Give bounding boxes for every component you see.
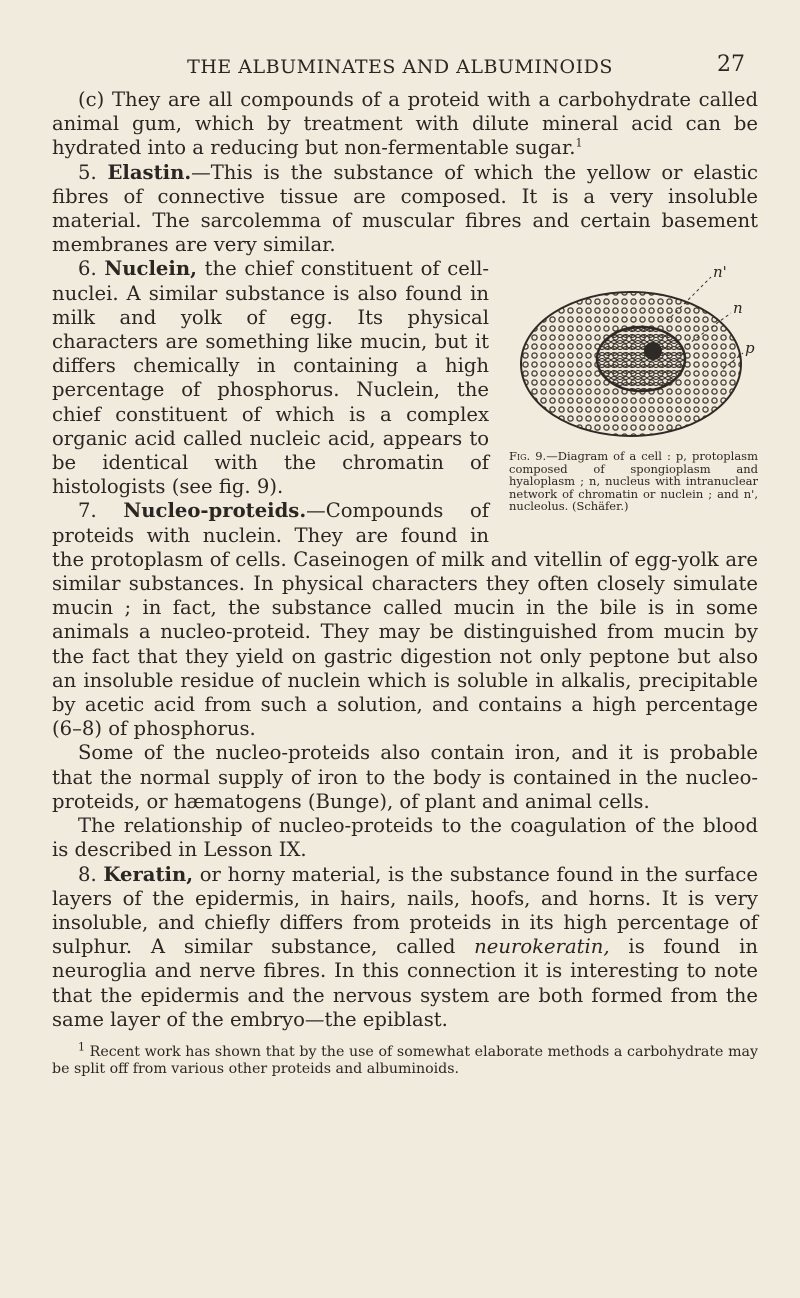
item-number: 6. (78, 257, 97, 281)
running-header (0, 52, 800, 82)
paragraph-keratin (52, 863, 758, 1032)
paragraph-text: is found in neuroglia and nerve fibres. In this connection it is interesting to note that the epidermis and the nervous system are both formed from the same layer of the embryo—the epiblast. (52, 935, 758, 1031)
nucleolus (644, 342, 662, 360)
term-nucleo-proteids: Nucleo-proteids. (123, 499, 307, 523)
footnote-text: Recent work has shown that by the use of somewhat elaborate methods a carbohydrate may be split off from various other proteids and albuminoids. (52, 1043, 758, 1077)
label-p: p (745, 339, 755, 358)
caption-text: —Diagram of a cell : p, protoplasm composed of spongioplasm and hyaloplasm ; n, nucleus with intranuclear network of chromatin or nuclein ; and n', nucleolus. (Schäfer.) (509, 449, 758, 514)
paragraph-text: the chief constituent of cell-nuclei. A similar substance is also found in milk and yolk of egg. Its physical characters are something like mucin, but it differs chemically in containing a high percentage of phosphorus. Nuclein, the chief constituent of which is a complex organic acid called nucleic acid, appears to be identical with the chromatin of histologists (see fig. 9). (52, 257, 490, 499)
cell-nucleus (597, 327, 685, 391)
term-neurokeratin: neurokeratin, (474, 935, 610, 959)
term-keratin: Keratin, (103, 862, 194, 886)
footnote (52, 1040, 758, 1078)
item-number: 5. (78, 160, 97, 184)
footnote-reference: 1 (575, 136, 583, 150)
paragraph-text: —Compounds of proteids with nuclein. They are found in the protoplasm of cells. Caseinogen of milk and vitellin of egg-yolk are similar substances. In physical characters they often closely simulate mucin ; in fact, the substance called mucin in the bile is in some animals a nucleo-proteid. They may be distinguished from mucin by the fact that they yield on gastric digestion not only peptone but also an insoluble residue of nuclein which is soluble in alkalis, precipitable by acetic acid from such a solution, and contains a high percentage (6–8) of phosphorus. (52, 499, 758, 741)
page-body (52, 88, 758, 1078)
paragraph-text: (c) They are all compounds of a proteid with a carbohydrate called animal gum, which by treatment with dilute mineral acid can be hydrated into a reducing but non-fermentable sugar. (52, 88, 758, 160)
running-title: THE ALBUMINATES AND ALBUMINOIDS (187, 56, 613, 78)
paragraph-elastin (52, 161, 758, 258)
figure-label: Fig. 9. (509, 449, 547, 464)
term-nuclein: Nuclein, (104, 257, 197, 281)
figure-9 (503, 261, 758, 537)
label-n: n (733, 299, 743, 318)
paragraph-carbohydrate (52, 88, 758, 161)
paragraph-text: or horny material, is the substance found in the surface layers of the epidermis, in hairs, nails, hoofs, and horns. It is very insoluble, and chiefly differs from proteids in its high percentage of sulphur. A similar substance, called (52, 862, 758, 959)
paragraph-text: —This is the substance of which the yellow or elastic fibres of connective tissue are composed. It is a very insoluble material. The sarcolemma of muscular fibres and certain basement membranes are very similar. (52, 160, 758, 257)
cell-diagram (503, 261, 758, 446)
paragraph-iron: Some of the nucleo-proteids also contain iron, and it is probable that the normal supply of iron to the body is contained in the nucleo-proteids, or hæmatogens (Bunge), of plant and animal cells. (52, 741, 758, 813)
paragraph-coagulation: The relationship of nucleo-proteids to the coagulation of the blood is described in Lesson IX. (52, 814, 758, 862)
term-elastin: Elastin. (107, 160, 192, 184)
page-number: 27 (717, 52, 745, 77)
figure-caption (509, 450, 758, 513)
item-number: 8. (78, 862, 97, 886)
footnote-mark: 1 (78, 1040, 85, 1054)
label-n-prime: n' (713, 263, 727, 282)
item-number: 7. (78, 499, 97, 523)
